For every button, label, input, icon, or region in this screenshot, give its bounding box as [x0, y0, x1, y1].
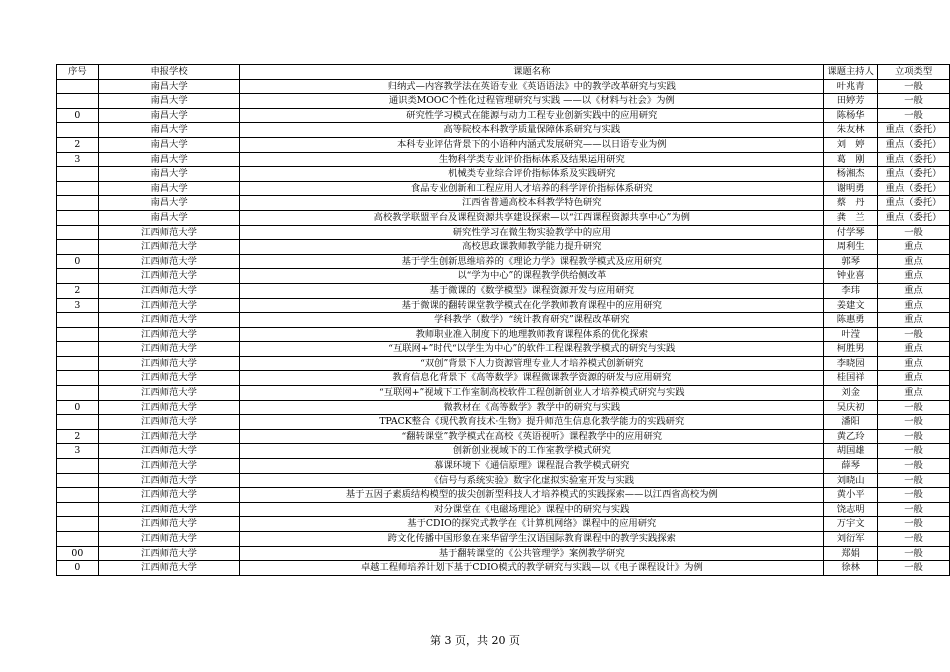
row-host: 万宇文: [824, 517, 878, 532]
row-host: 刘晓山: [824, 473, 878, 488]
row-seq: 0: [57, 400, 99, 415]
row-title: 食品专业创新和工程应用人才培养的科学评价指标体系研究: [240, 181, 824, 196]
row-type: 重点（委托）: [878, 196, 950, 211]
row-school: 江西师范大学: [98, 298, 240, 313]
table-row: [57, 210, 950, 225]
table-row: [57, 196, 950, 211]
row-type: 重点: [878, 342, 950, 357]
table-row: [57, 400, 950, 415]
table-row: [57, 313, 950, 328]
row-title: 教育信息化背景下《高等数学》课程微课教学资源的研发与应用研究: [240, 371, 824, 386]
row-seq: 0: [57, 561, 99, 576]
row-host: 吴庆初: [824, 400, 878, 415]
row-type: 重点: [878, 386, 950, 401]
row-title: 对分课堂在《电磁场理论》课程中的研究与实践: [240, 502, 824, 517]
row-school: 江西师范大学: [98, 561, 240, 576]
row-type: 一般: [878, 94, 950, 109]
row-host: 柯胜男: [824, 342, 878, 357]
row-school: 江西师范大学: [98, 356, 240, 371]
row-seq: [57, 269, 99, 284]
row-seq: [57, 342, 99, 357]
row-seq: [57, 79, 99, 94]
row-seq: [57, 532, 99, 547]
row-seq: [57, 313, 99, 328]
row-type: 重点: [878, 313, 950, 328]
row-seq: [57, 327, 99, 342]
table-row: [57, 356, 950, 371]
row-type: 重点: [878, 283, 950, 298]
row-title: 基于CDIO的探究式教学在《计算机网络》课程中的应用研究: [240, 517, 824, 532]
table-row: [57, 123, 950, 138]
row-type: 重点: [878, 298, 950, 313]
row-school: 江西师范大学: [98, 444, 240, 459]
row-school: 南昌大学: [98, 196, 240, 211]
row-seq: [57, 181, 99, 196]
row-school: 南昌大学: [98, 210, 240, 225]
row-title: 通识类MOOC个性化过程管理研究与实践 ——以《材料与社会》为例: [240, 94, 824, 109]
row-title: 高校教学联盟平台及课程资源共享建设探索—以“江西课程资源共享中心”为例: [240, 210, 824, 225]
row-title: 归纳式—内容教学法在英语专业《英语语法》中的教学改革研究与实践: [240, 79, 824, 94]
row-title: 微教材在《高等数学》教学中的研究与实践: [240, 400, 824, 415]
row-host: 胡国雄: [824, 444, 878, 459]
row-type: 一般: [878, 502, 950, 517]
row-seq: [57, 167, 99, 182]
row-host: 潘阳: [824, 415, 878, 430]
row-school: 南昌大学: [98, 94, 240, 109]
row-type: 一般: [878, 415, 950, 430]
table-row: [57, 167, 950, 182]
row-seq: [57, 415, 99, 430]
row-host: 刘 婷: [824, 137, 878, 152]
row-host: 黄乙玲: [824, 429, 878, 444]
row-type: 一般: [878, 532, 950, 547]
row-type: 一般: [878, 400, 950, 415]
row-type: 一般: [878, 79, 950, 94]
row-school: 江西师范大学: [98, 225, 240, 240]
row-seq: 0: [57, 254, 99, 269]
row-title: 基于学生创新思维培养的《理论力学》课程教学模式及应用研究: [240, 254, 824, 269]
row-host: 杨湘杰: [824, 167, 878, 182]
row-title: 跨文化传播中国形象在来华留学生汉语国际教育课程中的教学实践探索: [240, 532, 824, 547]
header-seq: 序号: [57, 65, 99, 80]
row-title: 本科专业评估背景下的小语种内涵式发展研究——以日语专业为例: [240, 137, 824, 152]
row-title: “双创”背景下人力资源管理专业人才培养模式创新研究: [240, 356, 824, 371]
row-type: 一般: [878, 561, 950, 576]
row-type: 一般: [878, 546, 950, 561]
table-row: [57, 415, 950, 430]
row-host: 葛 刚: [824, 152, 878, 167]
row-title: 卓越工程师培养计划下基于CDIO模式的教学研究与实践—以《电子课程设计》为例: [240, 561, 824, 576]
table-row: [57, 532, 950, 547]
row-title: “互联网+”时代“以学生为中心”的软件工程课程教学模式的研究与实践: [240, 342, 824, 357]
table-row: [57, 546, 950, 561]
row-title: TPACK整合《现代教育技术·生物》提升师范生信息化教学能力的实践研究: [240, 415, 824, 430]
row-title: 基于五因子素质结构模型的拔尖创新型科技人才培养模式的实践探索——以江西省高校为例: [240, 488, 824, 503]
row-host: 刘衍军: [824, 532, 878, 547]
row-host: 郭琴: [824, 254, 878, 269]
row-type: 重点（委托）: [878, 167, 950, 182]
row-title: 学科教学（数学）“统计教育研究”课程改革研究: [240, 313, 824, 328]
row-host: 黄小平: [824, 488, 878, 503]
row-type: 一般: [878, 488, 950, 503]
row-school: 南昌大学: [98, 137, 240, 152]
row-school: 江西师范大学: [98, 283, 240, 298]
table-row: [57, 298, 950, 313]
row-seq: [57, 488, 99, 503]
row-host: 谢明勇: [824, 181, 878, 196]
table-row: [57, 473, 950, 488]
row-school: 江西师范大学: [98, 502, 240, 517]
row-host: 田婷芳: [824, 94, 878, 109]
row-type: 一般: [878, 327, 950, 342]
row-host: 钟业喜: [824, 269, 878, 284]
row-type: 一般: [878, 429, 950, 444]
row-host: 陈杨华: [824, 108, 878, 123]
row-seq: [57, 210, 99, 225]
row-host: 陈惠勇: [824, 313, 878, 328]
table-row: [57, 94, 950, 109]
table-row: [57, 327, 950, 342]
table-row: [57, 561, 950, 576]
table-row: [57, 108, 950, 123]
row-school: 江西师范大学: [98, 371, 240, 386]
row-school: 江西师范大学: [98, 327, 240, 342]
row-school: 南昌大学: [98, 167, 240, 182]
row-school: 江西师范大学: [98, 429, 240, 444]
row-type: 重点（委托）: [878, 152, 950, 167]
row-host: 饶志明: [824, 502, 878, 517]
table-row: [57, 444, 950, 459]
table-row: [57, 181, 950, 196]
row-school: 江西师范大学: [98, 254, 240, 269]
row-type: 重点: [878, 240, 950, 255]
row-seq: [57, 502, 99, 517]
row-host: 叶滢: [824, 327, 878, 342]
row-seq: [57, 371, 99, 386]
row-type: 重点: [878, 269, 950, 284]
row-school: 南昌大学: [98, 108, 240, 123]
row-host: 郑娟: [824, 546, 878, 561]
row-school: 南昌大学: [98, 152, 240, 167]
row-host: 李玮: [824, 283, 878, 298]
row-type: 重点（委托）: [878, 137, 950, 152]
row-school: 江西师范大学: [98, 488, 240, 503]
row-seq: 0: [57, 108, 99, 123]
table-row: [57, 254, 950, 269]
row-seq: [57, 94, 99, 109]
row-type: 一般: [878, 225, 950, 240]
table-row: [57, 342, 950, 357]
table-row: [57, 269, 950, 284]
row-school: 南昌大学: [98, 123, 240, 138]
row-school: 江西师范大学: [98, 473, 240, 488]
row-seq: 3: [57, 152, 99, 167]
row-host: 李晓园: [824, 356, 878, 371]
table-row: [57, 225, 950, 240]
header-school: 申报学校: [98, 65, 240, 80]
row-type: 重点: [878, 371, 950, 386]
table-row: [57, 152, 950, 167]
row-type: 重点（委托）: [878, 181, 950, 196]
header-type: 立项类型: [878, 65, 950, 80]
row-title: 创新创业视域下的工作室教学模式研究: [240, 444, 824, 459]
row-type: 一般: [878, 517, 950, 532]
row-school: 江西师范大学: [98, 459, 240, 474]
row-school: 江西师范大学: [98, 546, 240, 561]
row-title: 教师职业准入制度下的地理教师教育课程体系的优化探索: [240, 327, 824, 342]
row-title: 慕课环境下《通信原理》课程混合教学模式研究: [240, 459, 824, 474]
row-school: 南昌大学: [98, 181, 240, 196]
row-type: 重点: [878, 356, 950, 371]
row-host: 周利生: [824, 240, 878, 255]
table-row: [57, 459, 950, 474]
row-seq: 2: [57, 429, 99, 444]
page-footer: 第 3 页，共 20 页: [430, 634, 520, 647]
row-title: 机械类专业综合评价指标体系及实践研究: [240, 167, 824, 182]
row-title: 基于微课的翻转课堂教学模式在化学教师教育课程中的应用研究: [240, 298, 824, 313]
row-seq: 2: [57, 137, 99, 152]
row-type: 一般: [878, 108, 950, 123]
row-school: 江西师范大学: [98, 400, 240, 415]
row-host: 姜建文: [824, 298, 878, 313]
project-table: [56, 64, 950, 576]
row-host: 薛琴: [824, 459, 878, 474]
row-seq: [57, 459, 99, 474]
row-seq: [57, 196, 99, 211]
row-title: 高校思政课教师教学能力提升研究: [240, 240, 824, 255]
row-title: 《信号与系统实验》数字化虚拟实验室开发与实践: [240, 473, 824, 488]
row-title: 基于翻转课堂的《公共管理学》案例教学研究: [240, 546, 824, 561]
row-host: 叶兆青: [824, 79, 878, 94]
row-type: 重点（委托）: [878, 210, 950, 225]
row-host: 徐林: [824, 561, 878, 576]
row-seq: [57, 240, 99, 255]
row-seq: 3: [57, 298, 99, 313]
row-school: 江西师范大学: [98, 269, 240, 284]
row-title: 研究性学习在微生物实验教学中的应用: [240, 225, 824, 240]
row-host: 桂国祥: [824, 371, 878, 386]
row-host: 龚 兰: [824, 210, 878, 225]
row-school: 江西师范大学: [98, 532, 240, 547]
row-seq: [57, 386, 99, 401]
row-title: 江西省普通高校本科教学特色研究: [240, 196, 824, 211]
row-school: 江西师范大学: [98, 313, 240, 328]
row-school: 江西师范大学: [98, 415, 240, 430]
row-school: 江西师范大学: [98, 386, 240, 401]
row-school: 江西师范大学: [98, 240, 240, 255]
row-title: “翻转课堂”教学模式在高校《英语视听》课程教学中的应用研究: [240, 429, 824, 444]
row-seq: [57, 123, 99, 138]
table-row: [57, 79, 950, 94]
row-seq: [57, 225, 99, 240]
row-title: 高等院校本科教学质量保障体系研究与实践: [240, 123, 824, 138]
table-row: [57, 488, 950, 503]
row-host: 刘金: [824, 386, 878, 401]
header-host: 课题主持人: [824, 65, 878, 80]
row-type: 一般: [878, 459, 950, 474]
row-school: 江西师范大学: [98, 517, 240, 532]
row-seq: [57, 517, 99, 532]
row-title: 研究性学习模式在能源与动力工程专业创新实践中的应用研究: [240, 108, 824, 123]
row-type: 一般: [878, 473, 950, 488]
row-seq: 3: [57, 444, 99, 459]
row-host: 付学琴: [824, 225, 878, 240]
row-type: 重点（委托）: [878, 123, 950, 138]
row-title: 生物科学类专业评价指标体系及结果运用研究: [240, 152, 824, 167]
row-host: 蔡 丹: [824, 196, 878, 211]
row-host: 朱友林: [824, 123, 878, 138]
table-row: [57, 137, 950, 152]
row-type: 重点: [878, 254, 950, 269]
row-seq: 2: [57, 283, 99, 298]
row-seq: [57, 356, 99, 371]
table-row: [57, 386, 950, 401]
table-row: [57, 517, 950, 532]
row-title: 以“学为中心”的课程教学供给侧改革: [240, 269, 824, 284]
table-row: [57, 429, 950, 444]
row-school: 江西师范大学: [98, 342, 240, 357]
row-school: 南昌大学: [98, 79, 240, 94]
table-row: [57, 371, 950, 386]
table-header-row: [57, 65, 950, 80]
table-row: [57, 283, 950, 298]
table-row: [57, 240, 950, 255]
row-seq: 00: [57, 546, 99, 561]
header-title: 课题名称: [240, 65, 824, 80]
row-title: 基于微课的《数学模型》课程资源开发与应用研究: [240, 283, 824, 298]
row-type: 一般: [878, 444, 950, 459]
table-body: [57, 79, 950, 575]
table-row: [57, 502, 950, 517]
row-title: “互联网+”视域下工作室制高校软件工程创新创业人才培养模式研究与实践: [240, 386, 824, 401]
row-seq: [57, 473, 99, 488]
